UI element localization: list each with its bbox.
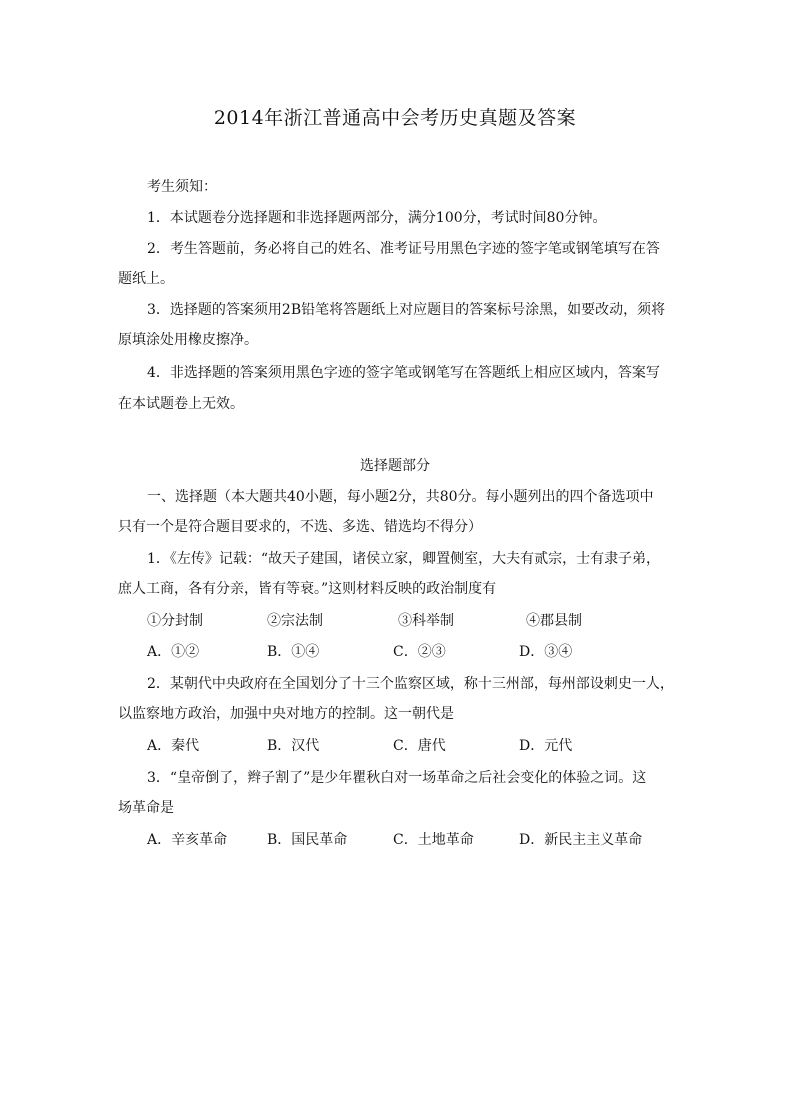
notice-item-2-cont: 题纸上。 [118, 271, 174, 287]
question-2-option-d: D．元代 [519, 738, 573, 754]
question-3-stem: 3．“皇帝倒了，辫子割了”是少年瞿秋白对一场革命之后社会变化的体验之词。这 [147, 770, 647, 786]
question-3-option-b: B．国民革命 [267, 832, 348, 848]
question-2-stem-cont: 以监察地方政治，加强中央对地方的控制。这一朝代是 [118, 706, 454, 722]
question-3-option-c: C．土地革命 [393, 832, 474, 848]
notice-heading: 考生须知： [147, 179, 217, 195]
section-title: 选择题部分 [360, 458, 430, 474]
notice-item-4-cont: 在本试题卷上无效。 [118, 396, 244, 412]
notice-item-3-cont: 原填涂处用橡皮擦净。 [118, 332, 258, 348]
question-2-stem: 2．某朝代中央政府在全国划分了十三个监察区域，称十三州部，每州部设刺史一人， [147, 676, 674, 692]
document-title: 2014年浙江普通高中会考历史真题及答案 [213, 107, 577, 129]
notice-item-3: 3．选择题的答案须用2B铅笔将答题纸上对应题目的答案标号涂黑，如要改动，须将 [147, 302, 666, 318]
question-1-item-4: ④郡县制 [526, 613, 582, 629]
notice-item-4: 4．非选择题的答案须用黑色字迹的签字笔或钢笔写在答题纸上相应区域内，答案写 [147, 365, 660, 381]
question-1-option-d: D．③④ [519, 644, 573, 660]
question-1-option-c: C．②③ [393, 644, 446, 660]
question-3-stem-cont: 场革命是 [118, 800, 174, 816]
question-1-stem-cont: 庶人工商，各有分亲，皆有等衰。”这则材料反映的政治制度有 [118, 581, 497, 597]
notice-item-2: 2．考生答题前，务必将自己的姓名、准考证号用黑色字迹的签字笔或钢笔填写在答 [147, 241, 660, 257]
question-3-option-a: A．辛亥革命 [147, 832, 228, 848]
question-2-option-b: B．汉代 [267, 738, 320, 754]
question-3-option-d: D．新民主主义革命 [519, 832, 643, 848]
question-1-item-2: ②宗法制 [267, 613, 323, 629]
question-1-option-b: B．①④ [267, 644, 320, 660]
question-2-option-c: C．唐代 [393, 738, 446, 754]
question-2-option-a: A．秦代 [147, 738, 200, 754]
question-1-stem: 1．《左传》记载：“故天子建国，诸侯立家，卿置侧室，大夫有贰宗，士有隶子弟， [147, 551, 661, 567]
section-instructions-cont: 只有一个是符合题目要求的，不选、多选、错选均不得分） [118, 519, 482, 535]
section-instructions: 一、选择题（本大题共40小题，每小题2分，共80分。每小题列出的四个备选项中 [147, 489, 654, 505]
question-1-option-a: A．①② [147, 644, 200, 660]
question-1-item-1: ①分封制 [147, 613, 203, 629]
notice-item-1: 1．本试题卷分选择题和非选择题两部分，满分100分，考试时间80分钟。 [147, 210, 607, 226]
question-1-item-3: ③科举制 [398, 613, 454, 629]
